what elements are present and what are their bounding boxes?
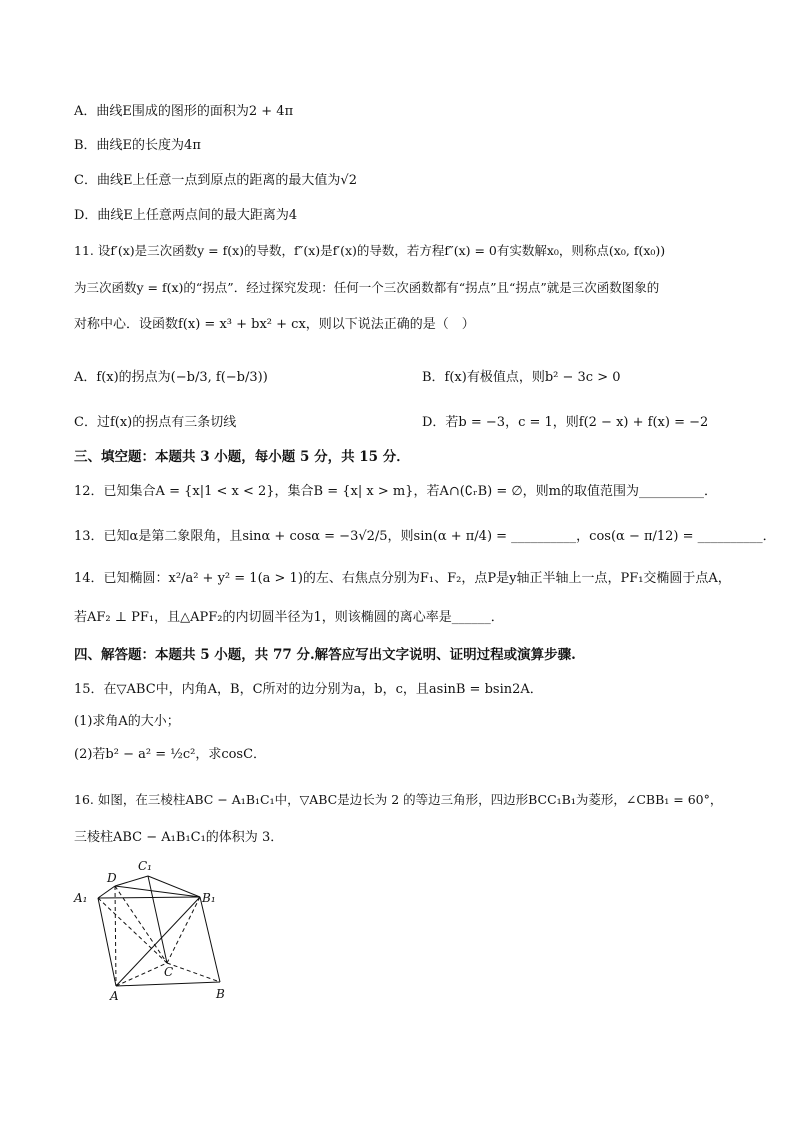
- label-B: B: [216, 987, 225, 1001]
- q11-stem-line-1: 11. 设f′(x)是三次函数y = f(x)的导数，f″(x)是f′(x)的导数，若方程f″(x) = 0有实数解x₀，则称点(x₀, f(x₀)): [74, 243, 666, 258]
- q11-options-row-1: [74, 369, 674, 387]
- label-D: D: [107, 871, 117, 885]
- label-B1: B₁: [202, 891, 216, 905]
- q13: 13．已知α是第二象限角，且sinα + cosα = −3√2/5，则sin(α + π/4) = __________，cos(α − π/12) = __________．: [74, 529, 776, 544]
- label-C1: C₁: [138, 859, 152, 873]
- label-C: C: [164, 965, 174, 979]
- edge-C-B: [167, 963, 220, 982]
- edge-B1-B: [200, 897, 220, 982]
- edge-B1-A: [116, 897, 200, 986]
- q11-stem-line-2: 为三次函数y = f(x)的“拐点”．经过探究发现：任何一个三次函数都有“拐点”且“拐点”就是三次函数图象的: [74, 280, 660, 295]
- q15-part-2: (2)若b² − a² = ½c²，求cosC．: [74, 747, 267, 762]
- prism-figure: [60, 850, 250, 1010]
- q15-part-1: (1)求角A的大小；: [74, 714, 180, 729]
- edge-A1-C: [98, 898, 167, 963]
- q11-options-row-2: [74, 414, 709, 432]
- section-3-title: 三、填空题：本题共 3 小题，每小题 5 分，共 15 分．: [74, 449, 410, 465]
- label-A: A: [110, 989, 119, 1003]
- edge-A1-A: [98, 898, 116, 986]
- edge-C1-C: [148, 876, 167, 963]
- edge-A1-B1: [98, 897, 200, 898]
- edge-A1-D: [98, 886, 115, 898]
- q16-line-2: 三棱柱ABC − A₁B₁C₁的体积为 3．: [74, 830, 284, 845]
- q15-stem: 15．在▽ABC中，内角A，B，C所对的边分别为a，b，c，且asinB = bsin2A．: [74, 682, 543, 697]
- label-A1: A₁: [74, 891, 88, 905]
- edge-A-B: [116, 982, 220, 986]
- edge-D-A: [115, 886, 116, 986]
- q12: 12．已知集合A = {x|1 < x < 2}，集合B = {x| x > m}，若A∩(∁ᵣB) = ∅，则m的取值范围为__________．: [74, 484, 718, 499]
- q11-stem-line-3: 对称中心．设函数f(x) = x³ + bx² + cx，则以下说法正确的是（ ）: [74, 317, 475, 332]
- edge-A-C: [116, 963, 167, 986]
- q11-option-a: A．f(x)的拐点为(−b/3, f(−b/3)): [74, 370, 268, 385]
- q10-option-d: D．曲线E上任意两点间的最大距离为4: [74, 208, 298, 223]
- q11-option-b: B．f(x)有极值点，则b² − 3c > 0: [422, 370, 621, 385]
- q10-option-c: C．曲线E上任意一点到原点的距离的最大值为√2: [74, 173, 357, 188]
- q11-option-c: C．过f(x)的拐点有三条切线: [74, 415, 237, 430]
- edge-B1-C: [167, 897, 200, 963]
- edge-D-C1: [115, 876, 148, 886]
- q10-option-a: A．曲线E围成的图形的面积为2 + 4π: [74, 104, 294, 119]
- q14-line-2: 若AF₂ ⊥ PF₁，且△APF₂的内切圆半径为1，则该椭圆的离心率是______．: [74, 610, 504, 625]
- section-4-title: 四、解答题：本题共 5 小题，共 77 分.解答应写出文字说明、证明过程或演算步骤.: [74, 647, 576, 663]
- q16-line-1: 16. 如图，在三棱柱ABC − A₁B₁C₁中，▽ABC是边长为 2 的等边三角形，四边形BCC₁B₁为菱形，∠CBB₁ = 60°，: [74, 792, 723, 807]
- q11-option-d: D．若b = −3，c = 1，则f(2 − x) + f(x) = −2: [422, 415, 709, 430]
- q14-line-1: 14．已知椭圆：x²/a² + y² = 1(a > 1)的左、右焦点分别为F₁、F₂，点P是y轴正半轴上一点，PF₁交椭圆于点A，: [74, 571, 731, 586]
- q10-option-b: B．曲线E的长度为4π: [74, 138, 201, 153]
